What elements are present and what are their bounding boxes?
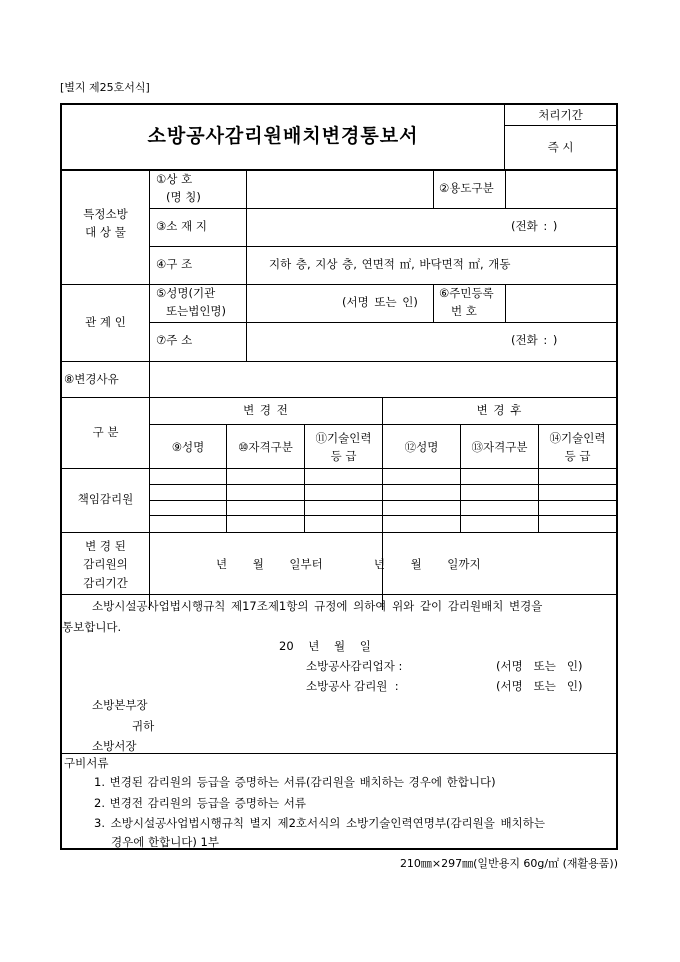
- divider: [60, 361, 618, 362]
- frame-right: [616, 103, 618, 850]
- structure-label: ④구 조: [156, 257, 193, 271]
- processing-value: 즉 시: [547, 140, 574, 154]
- before-header: 변 경 전: [243, 403, 289, 417]
- period-label: 감리기간: [83, 576, 128, 590]
- name-label: (명 칭): [166, 190, 201, 204]
- divider: [149, 208, 617, 209]
- col-qual-before: ⑩자격구분: [238, 440, 293, 454]
- divider: [433, 285, 434, 322]
- signer-role: 소방공사 감리원 :: [306, 679, 399, 693]
- divider: [60, 284, 618, 285]
- date-line: 20 년 월 일: [279, 639, 371, 653]
- target-label: 특정소방: [83, 207, 128, 221]
- col-name-after: ⑫성명: [404, 440, 439, 454]
- doc-item: 3. 소방시설공사업법시행규칙 별지 제2호서식의 소방기술인력연명부(감리원을 배치하는: [94, 816, 545, 830]
- paper-spec: 210㎜×297㎜(일반용지 60g/㎡ (재활용품)): [399, 857, 618, 870]
- divider: [60, 468, 618, 469]
- form-title: 소방공사감리원배치변경통보서: [147, 125, 419, 147]
- period-label: 변 경 된: [85, 539, 126, 553]
- col-qual-after: ⑬자격구분: [471, 440, 528, 454]
- divider: [382, 398, 383, 610]
- person-name-label: 또는법인명): [166, 304, 227, 318]
- divider: [246, 285, 247, 362]
- doc-item: 1. 변경된 감리원의 등급을 증명하는 서류(감리원을 배치하는 경우에 한합니다): [94, 775, 496, 789]
- processing-label: 처리기간: [538, 108, 583, 122]
- person-name-label: ⑤성명(기관: [156, 286, 216, 300]
- location-label: ③소 재 지: [156, 219, 207, 233]
- person-label: 관 계 인: [85, 315, 126, 329]
- signer-role: 소방공사감리업자 :: [306, 659, 403, 673]
- row-label: 책임감리원: [77, 492, 134, 506]
- reg-label: 번 호: [451, 304, 477, 318]
- signer-sign: (서명 또는 인): [496, 679, 583, 693]
- divider: [149, 246, 617, 247]
- doc-item: 경우에 한합니다) 1부: [111, 835, 219, 849]
- col-grade-after: 등 급: [564, 449, 591, 463]
- col-grade-before: ⑪기술인력: [315, 431, 372, 445]
- notice-text: 통보합니다.: [62, 620, 122, 634]
- after-header: 변 경 후: [476, 403, 523, 417]
- divider: [60, 753, 618, 754]
- divider: [60, 169, 618, 171]
- divider: [149, 170, 150, 610]
- divider: [504, 125, 616, 126]
- table-row: [149, 484, 617, 485]
- location-phone: (전화 : ): [511, 219, 558, 233]
- divider: [60, 397, 618, 398]
- period-label: 감리원의: [83, 557, 128, 571]
- table-row: [149, 500, 617, 501]
- divider: [505, 170, 506, 208]
- frame-top: [60, 103, 618, 105]
- reg-label: ⑥주민등록: [439, 286, 494, 300]
- divider: [149, 322, 617, 323]
- divider: [246, 170, 247, 284]
- structure-value: 지하 층, 지상 층, 연면적 ㎡, 바닥면적 ㎡, 개동: [269, 257, 511, 271]
- form-number: [별지 제25호서식]: [60, 81, 150, 94]
- use-label: ②용도구분: [439, 181, 494, 195]
- signer-sign: (서명 또는 인): [496, 659, 583, 673]
- name-label: ①상 호: [156, 172, 193, 186]
- recipient: 소방본부장: [92, 698, 148, 712]
- table-row: [149, 515, 617, 516]
- recipient-suffix: 귀하: [132, 719, 155, 733]
- divider: [60, 532, 618, 533]
- divider: [60, 594, 618, 595]
- address-label: ⑦주 소: [156, 333, 193, 347]
- person-sign: (서명 또는 인): [342, 295, 418, 309]
- divider: [149, 424, 617, 425]
- period-text: 년 월 일부터 년 월 일까지: [216, 557, 481, 571]
- notice-text: 소방시설공사업법시행규칙 제17조제1항의 규정에 의하여 위와 같이 감리원배치 변경을: [92, 599, 543, 613]
- grid-section-label: 구 분: [92, 425, 119, 439]
- change-reason-label: ⑧변경사유: [64, 372, 119, 386]
- col-grade-after: ⑭기술인력: [549, 431, 606, 445]
- doc-item: 2. 변경전 감리원의 등급을 증명하는 서류: [94, 796, 306, 810]
- address-phone: (전화 : ): [511, 333, 558, 347]
- docs-title: 구비서류: [64, 756, 109, 770]
- divider: [505, 285, 506, 322]
- divider: [433, 170, 434, 208]
- recipient: 소방서장: [92, 739, 137, 753]
- col-name-before: ⑨성명: [171, 440, 205, 454]
- col-grade-before: 등 급: [330, 449, 357, 463]
- target-label: 대 상 물: [85, 225, 126, 239]
